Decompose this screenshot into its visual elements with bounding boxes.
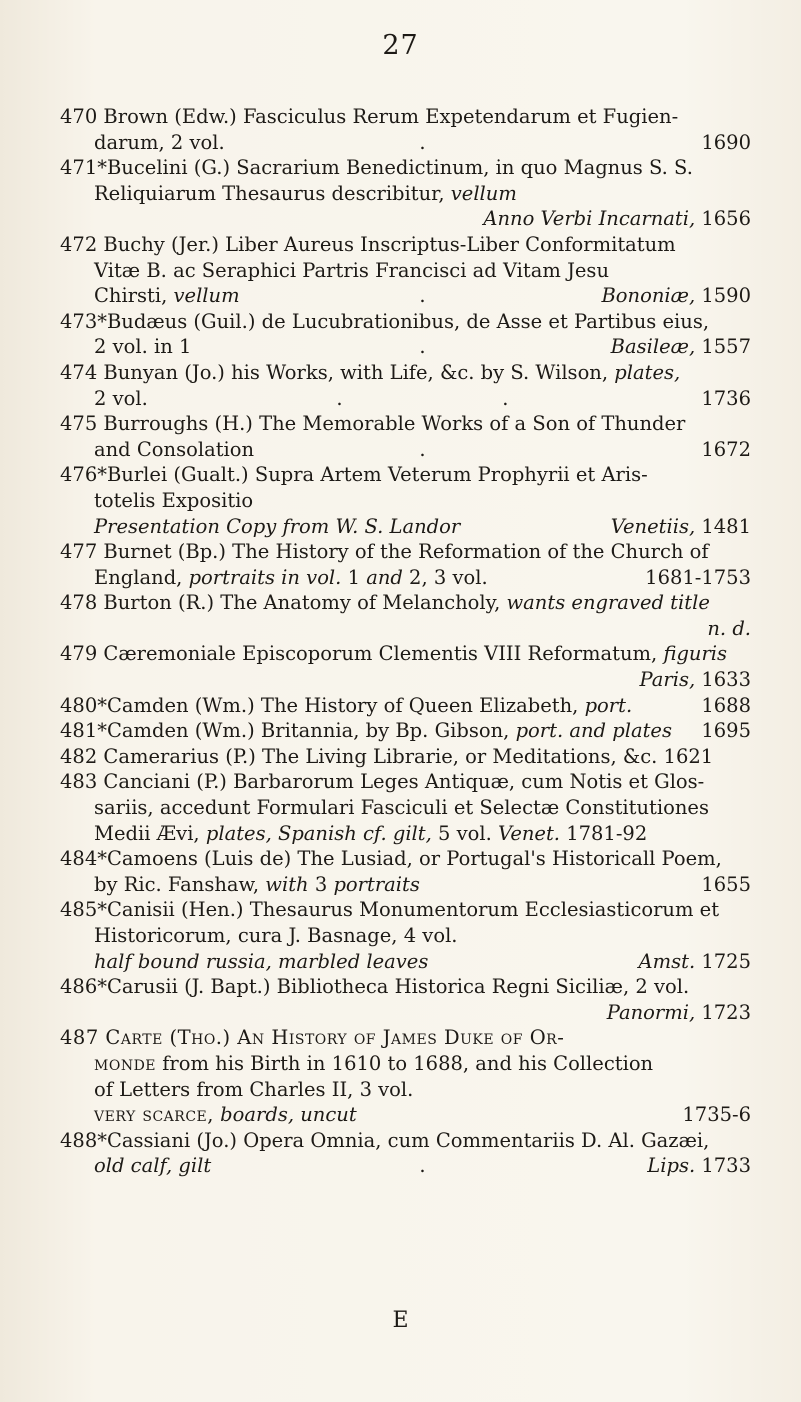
entry-text: sariis, accedunt Formulari Fasciculi et Selectæ Constitutiones — [94, 796, 709, 820]
entry-italic: Venet. — [498, 821, 560, 845]
entry-imprint — [707, 616, 751, 642]
entry-text: darum, 2 vol. — [94, 130, 225, 154]
catalogue-entry — [60, 718, 751, 744]
catalogue-entry — [60, 411, 751, 462]
imprint-date: 1688 — [701, 693, 751, 717]
leader-dot: . — [502, 386, 509, 410]
entry-line — [60, 769, 751, 795]
entry-line — [60, 437, 751, 463]
entry-line — [60, 155, 751, 181]
entry-text: 2, 3 vol. — [402, 565, 488, 589]
entry-imprint — [640, 667, 751, 693]
entry-text: 478 Burton (R.) The Anatomy of Melancholy, — [60, 591, 507, 615]
entry-imprint — [701, 872, 751, 898]
entry-line — [60, 616, 751, 642]
imprint-place: Paris, — [639, 668, 696, 692]
imprint-date: 1656 — [695, 207, 751, 231]
catalogue-entry — [60, 104, 751, 155]
entry-imprint — [701, 386, 751, 412]
entry-line — [60, 1077, 751, 1103]
entry-text: 474 Bunyan (Jo.) his Works, with Life, &c. by S. Wilson, — [60, 360, 615, 384]
leader-dot: . — [419, 284, 426, 308]
entry-line — [60, 514, 751, 540]
entry-text: 483 Canciani (P.) Barbarorum Leges Antiquæ, cum Notis et Glos- — [60, 770, 705, 794]
entry-line — [60, 897, 751, 923]
entry-line — [60, 1153, 751, 1179]
imprint-place: Basileæ, — [610, 335, 696, 359]
entry-line — [60, 974, 751, 1000]
entry-text: 1 — [341, 565, 367, 589]
entry-line — [60, 795, 751, 821]
entry-italic: wants engraved title — [506, 591, 710, 615]
entry-text: 3 — [308, 872, 334, 896]
entry-text: 476*Burlei (Gualt.) Supra Artem Veterum Prophyrii et Aris- — [60, 463, 648, 487]
entry-line — [60, 309, 751, 335]
entry-text: and Consolation — [94, 437, 255, 461]
entry-text: 488*Cassiani (Jo.) Opera Omnia, cum Commentariis D. Al. Gazæi, — [60, 1128, 710, 1152]
entry-text: Reliquiarum Thesaurus describitur, — [94, 181, 451, 205]
entry-line — [60, 283, 751, 309]
catalogue-entry — [60, 309, 751, 360]
entry-italic: plates, Spanish cf. gilt, — [205, 821, 432, 845]
imprint-date: 1672 — [701, 437, 751, 461]
entry-italic-note: Presentation Copy from W. S. Landor — [94, 514, 461, 538]
entry-italic: port. and plates — [515, 719, 672, 743]
imprint-place: Venetiis, — [610, 514, 696, 538]
entry-line — [60, 923, 751, 949]
entry-imprint — [601, 283, 751, 309]
imprint-date: 1655 — [701, 872, 751, 896]
entry-text: 482 Camerarius (P.) The Living Librarie, or Meditations, &c. 1621 — [60, 744, 714, 768]
entry-line — [60, 258, 751, 284]
entry-line — [60, 1102, 751, 1128]
imprint-place: Amst. — [638, 949, 696, 973]
entry-text: 1781-92 — [560, 821, 648, 845]
entry-imprint — [645, 565, 751, 591]
page-number: 27 — [382, 30, 419, 61]
entry-text: of Letters from Charles II, 3 vol. — [94, 1077, 414, 1101]
entry-italic: with — [265, 872, 309, 896]
entry-text: Historicorum, cura J. Basnage, 4 vol. — [94, 924, 458, 947]
leader-dot: . — [419, 130, 426, 154]
catalogue-entry — [60, 744, 751, 770]
leader-dot: . — [336, 386, 343, 410]
entry-line — [60, 104, 751, 130]
entry-italic: vellum — [173, 284, 240, 308]
entry-text: 475 Burroughs (H.) The Memorable Works of a Son of Thunder — [60, 412, 686, 436]
entry-line — [60, 949, 751, 975]
entry-imprint — [701, 693, 751, 719]
catalogue-entry — [60, 1025, 751, 1127]
entry-text: 472 Buchy (Jer.) Liber Aureus Inscriptus-Liber Conformitatum — [60, 232, 676, 256]
entry-italic: portraits in vol. — [188, 565, 342, 589]
entry-smallcaps-text: very scarce, — [94, 1103, 214, 1127]
entry-line — [60, 565, 751, 591]
entry-line — [60, 718, 751, 744]
entry-text: 2 vol. in 1 — [94, 335, 192, 359]
entry-text: 479 Cæremoniale Episcoporum Clementis VIII Reformatum, — [60, 642, 664, 666]
leader-dot: . — [419, 335, 426, 359]
entry-imprint — [701, 130, 751, 156]
catalogue-entry — [60, 897, 751, 974]
entry-line — [60, 360, 751, 386]
entry-text: 485*Canisii (Hen.) Thesaurus Monumentorum Ecclesiasticorum et — [60, 898, 720, 922]
entry-text: 484*Camoens (Luis de) The Lusiad, or Portugal's Historicall Poem, — [60, 847, 722, 871]
signature-mark: E — [392, 1308, 409, 1333]
entry-imprint — [682, 1102, 751, 1128]
imprint-date: 1725 — [695, 949, 751, 973]
entry-line — [60, 386, 751, 412]
entry-line — [60, 206, 751, 232]
entry-line — [60, 744, 751, 770]
entry-italic: and — [366, 565, 403, 589]
entry-line — [60, 667, 751, 693]
entry-line — [60, 181, 751, 207]
entry-line — [60, 1000, 751, 1026]
entry-text: 5 vol. — [431, 821, 499, 845]
entry-line — [60, 1025, 751, 1051]
catalogue-entry — [60, 232, 751, 309]
leader-dot: . — [419, 1154, 426, 1178]
imprint-date: 1590 — [695, 284, 751, 308]
imprint-date: 1736 — [701, 386, 751, 410]
catalogue-entry — [60, 360, 751, 411]
imprint-date: 1690 — [701, 130, 751, 154]
entry-text: Medii Ævi, — [94, 821, 206, 845]
entry-line — [60, 232, 751, 258]
catalogue-entry — [60, 155, 751, 232]
entry-italic: figuris — [663, 642, 728, 666]
imprint-place: Bononiæ, — [601, 284, 696, 308]
catalogue-entry — [60, 974, 751, 1025]
entry-italic: port. — [584, 693, 633, 717]
entry-text: 471*Bucelini (G.) Sacrarium Benedictinum, in quo Magnus S. S. — [60, 156, 693, 180]
catalogue-entry — [60, 462, 751, 539]
entry-text: from his Birth in 1610 to 1688, and his Collection — [156, 1051, 654, 1075]
entry-line — [60, 1051, 751, 1077]
entry-imprint — [647, 1153, 751, 1179]
entry-line — [60, 411, 751, 437]
entry-line — [60, 462, 751, 488]
entry-line — [60, 488, 751, 514]
entry-line — [60, 872, 751, 898]
entry-line — [60, 590, 751, 616]
entry-line — [60, 334, 751, 360]
catalogue-entry — [60, 641, 751, 692]
imprint-place: Lips. — [647, 1154, 696, 1178]
entry-text: England, — [94, 565, 189, 589]
entry-line — [60, 1128, 751, 1154]
entry-text: 481*Camden (Wm.) Britannia, by Bp. Gibson, — [60, 719, 516, 743]
imprint-place: Panormi, — [606, 1000, 696, 1024]
imprint-place: n. d. — [707, 616, 751, 640]
catalogue-entry — [60, 693, 751, 719]
entry-italic: boards, uncut — [213, 1103, 357, 1127]
imprint-date: 1481 — [695, 514, 751, 538]
entry-imprint — [611, 514, 751, 540]
entry-smallcaps-text: monde — [94, 1051, 157, 1075]
entry-italic: portraits — [333, 872, 420, 896]
imprint-date: 1557 — [695, 335, 751, 359]
entry-line — [60, 641, 751, 667]
entry-imprint — [701, 718, 751, 744]
entry-text: by Ric. Fanshaw, — [94, 872, 266, 896]
catalogue-entry — [60, 590, 751, 641]
entry-text: 2 vol. — [94, 386, 148, 410]
entry-imprint — [701, 437, 751, 463]
entry-text: 470 Brown (Edw.) Fasciculus Rerum Expetendarum et Fugien- — [60, 105, 679, 128]
entry-italic-note: old calf, gilt — [94, 1154, 212, 1178]
imprint-date: 1633 — [695, 668, 751, 692]
catalogue-entry — [60, 1128, 751, 1179]
entry-text: 477 Burnet (Bp.) The History of the Reformation of the Church of — [60, 540, 709, 564]
entry-text: Vitæ B. ac Seraphici Partris Francisci ad Vitam Jesu — [94, 258, 609, 282]
imprint-place: Anno Verbi Incarnati, — [483, 207, 696, 231]
entry-imprint — [607, 1000, 751, 1026]
imprint-date: 1723 — [695, 1000, 751, 1024]
entry-imprint — [639, 949, 751, 975]
entry-italic: plates, — [614, 360, 681, 384]
entry-imprint — [611, 334, 751, 360]
catalogue-entries — [60, 104, 751, 1179]
entry-text: 473*Budæus (Guil.) de Lucubrationibus, de Asse et Partibus eius, — [60, 309, 710, 333]
entry-line — [60, 846, 751, 872]
imprint-date: 1733 — [695, 1154, 751, 1178]
catalogue-entry — [60, 769, 751, 846]
entry-line — [60, 539, 751, 565]
entry-line — [60, 693, 751, 719]
imprint-date: 1681-1753 — [645, 565, 751, 589]
entry-text: 486*Carusii (J. Bapt.) Bibliotheca Historica Regni Siciliæ, 2 vol. — [60, 975, 690, 999]
entry-heading-smallcaps: 487 Carte (Tho.) An History of James Duke of Or- — [60, 1026, 565, 1050]
entry-imprint — [483, 206, 751, 232]
entry-line — [60, 821, 751, 847]
entry-text: 480*Camden (Wm.) The History of Queen Elizabeth, — [60, 693, 585, 717]
entry-text: totelis Expositio — [94, 488, 254, 512]
entry-line — [60, 130, 751, 156]
entry-text: Chirsti, — [94, 284, 174, 308]
catalogue-entry — [60, 539, 751, 590]
imprint-date: 1735-6 — [682, 1103, 751, 1127]
entry-italic: vellum — [450, 181, 517, 205]
leader-dot: . — [419, 437, 426, 461]
catalogue-entry — [60, 846, 751, 897]
entry-italic-note: half bound russia, marbled leaves — [94, 949, 429, 973]
imprint-date: 1695 — [701, 719, 751, 743]
